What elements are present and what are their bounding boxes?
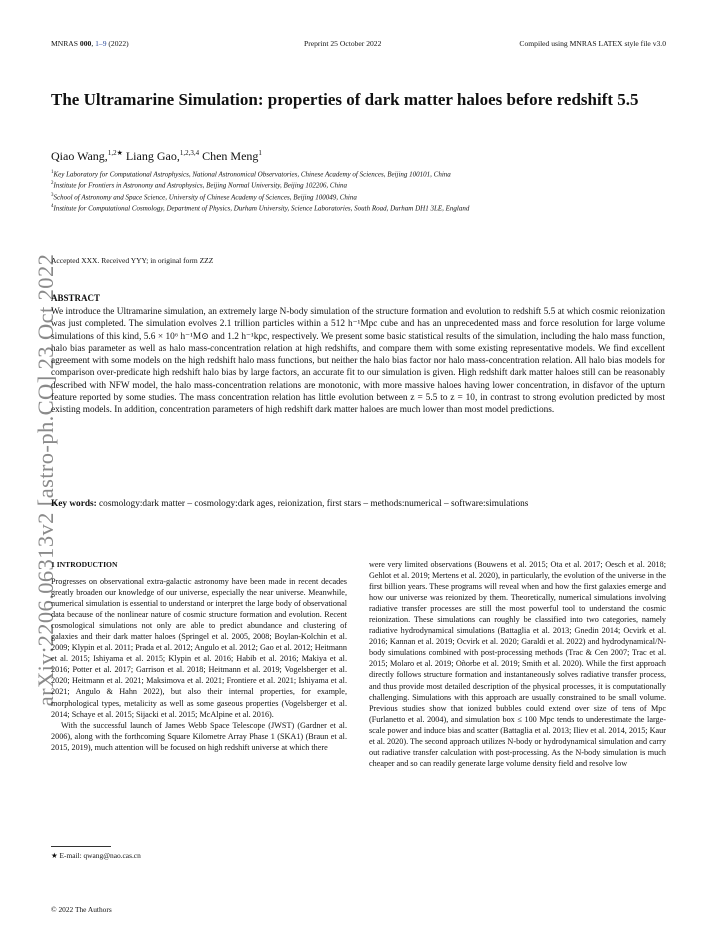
running-header-compiled: Compiled using MNRAS LATEX style file v3.0 [519,39,666,48]
arxiv-stamp: arXiv:2206.06313v2 [astro-ph.CO] 23 Oct 2022 [33,253,58,707]
running-header-preprint: Preprint 25 October 2022 [304,39,382,48]
footnote-email: ★ E-mail: qwang@nao.cas.cn [51,851,141,860]
copyright: © 2022 The Authors [51,905,112,914]
footnote-rule [51,846,111,847]
left-column [51,576,347,753]
affiliation: $^3$School of Astronomy and Space Science, University of Chinese Academy of Sciences, Beijing 100049, China [51,192,357,201]
right-column [369,559,666,769]
section-heading: 1 INTRODUCTION [51,560,118,569]
abstract-heading: ABSTRACT [51,293,101,303]
author-name: Chen Meng [202,149,259,163]
affiliation-list [51,168,691,213]
affiliation: $^2$Institute for Frontiers in Astronomy and Astrophysics, Beijing Normal University, Beijing 102206, China [51,181,348,190]
author-list [51,149,262,164]
running-header-journal: MNRAS 000, 1–9 (2022) [51,39,129,48]
accepted-line: Accepted XXX. Received YYY; in original form ZZZ [51,256,214,265]
abstract-text: We introduce the Ultramarine simulation, an extremely large N-body simulation of the structure formation and evolution to redshift 5.5 at which cosmic reionization was just completed. The simulation evolves 2.1 trillion particles within a 512 h⁻¹Mpc cube and has an unprecedented mass and force resolution for large volume simulations of this kind, 5.6 × 10⁶ h⁻¹M⊙ and 1.2 h⁻¹kpc, respectively. We present some basic statistical results of the simulation, including the halo mass function, halo bias parameter as well as halo mass-concentration relation at high redshifts, and compare them with some existing representative models. We find excellent agreement with some models on the high redshift halo mass functions, but neither the halo bias factor nor halo mass-concentration relation. All halo bias models for comparison over-predicate high redshift halo bias by large factors, an accurate fit to our simulation is given. High redshift dark matter haloes still can be reasonably described with NFW model, the halo mass-concentration relations are monotonic, with more massive haloes having lower concentration, in disfavor of the upturn feature reported by some studies. The mass concentration relation has little evolution between z = 5.5 to z = 10, in contrast to strong evolution predicted by most existing models. In addition, concentration parameters of high redshift dark matter haloes are much lower than most model predictions. [51,307,665,416]
author-name: Qiao Wang, [51,149,108,163]
affiliation: $^1$Key Laboratory for Computational Astrophysics, National Astronomical Observatories, Chinese Academy of Sciences, Beijing 100101, China [51,170,451,179]
author-name: Liang Gao, [125,149,180,163]
paper-title: The Ultramarine Simulation: properties of dark matter haloes before redshift 5.5 [51,90,639,109]
author-affil-marker: 1 [258,149,262,157]
keywords-label: Key words: [51,499,97,509]
keywords-text: cosmology:dark matter – cosmology:dark ages, reionization, first stars – methods:numerical – software:simulations [99,499,529,509]
author-affil-marker: 1,2,3,4 [179,149,200,157]
intro-paragraph: With the successful launch of James Webb Space Telescope (JWST) (Gardner et al. 2006), along with the forthcoming Square Kilometre Array Phase 1 (SKA1) (Braun et al. 2015, 2019), much attention will be focused on high redshift universe at which there [51,720,347,752]
keywords [51,499,671,509]
pages-link[interactable]: 1–9 [95,39,107,48]
affiliation: $^4$Institute for Computational Cosmology, Department of Physics, Durham University, Science Laboratories, South Road, Durham DH1 3LE, England [51,203,470,213]
author-affil-marker: 1,2★ [107,149,123,157]
intro-paragraph: were very limited observations (Bouwens et al. 2015; Ota et al. 2017; Oesch et al. 2018; Gehlot et al. 2019; Mertens et al. 2020), in particularly, the evolution of the universe in the first billion years. These programs will reveal when and how the first galaxies emerge and how our universe was reionized by them. Theoretically, numerical simulations involving radiative transfer processes are still the most powerful tool to understand the cosmic reionization. These simulations can roughly be classified into two categories, namely radiative hydrodynamical simulations (Battaglia et al. 2013; Gnedin 2014; Ocvirk et al. 2016; Kannan et al. 2019; Ocvirk et al. 2020; Garaldi et al. 2022) and hydrodynamical/N-body simulations combined with post-processing methods (Trac & Cen 2007; Trac et al. 2015; Molaro et al. 2019; Oñorbe et al. 2019; Smith et al. 2020). While the first approach directly follows structure formation and instantaneously solves radiative transfer process, and thus provide most detailed description of the physical processes, it is computationally challenging. Simulations with this approach are usually constrained to be small volume. Previous studies show that ionized bubbles could extend over size of tens of Mpc (Furlanetto et al. 2004), and simulation box ≤ 100 Mpc tends to underestimate the large-scale power and induce bias and scatter (Battaglia et al. 2013; Iliev et al. 2014, 2015; Kaur et al. 2020). The second approach utilizes N-body or hydrodynamical simulation and carry out radiative transfer calculation with post-processing. As the N-body simulation is much cheaper and so can readily generate large volume density field and resolve low [369,560,666,768]
intro-paragraph: Progresses on observational extra-galactic astronomy have been made in recent decades greatly broaden our knowledge of our universe, especially the near universe. Meanwhile, numerical simulation is essential to understand or interpret the large body of observational data because of the nonlinear nature of cosmic structure formation and evolution. Recent cosmological simulations not only are able to predict abundance and clustering of galaxies and their dark matter haloes (Springel et al. 2005, 2008; Boylan-Kolchin et al. 2009; Klypin et al. 2011; Prada et al. 2012; Angulo et al. 2012; Gao et al. 2012; Heitmann et al. 2015; Ishiyama et al. 2015; Klypin et al. 2016; Habib et al. 2016; Makiya et al. 2016; Potter et al. 2017; Garrison et al. 2018; Heitmann et al. 2019; Vogelsberger et al. 2020; Heitmann et al. 2021; Maksimova et al. 2021; Frontiere et al. 2021; Ishiyama et al. 2021; Angulo & Hahn 2022), but also their internal properties, for example, morphological types, metalicity as well as some gaseous properties (Vogelsberger et al. 2014; Schaye et al. 2015; Sijacki et al. 2015; McAlpine et al. 2016). [51,577,347,719]
